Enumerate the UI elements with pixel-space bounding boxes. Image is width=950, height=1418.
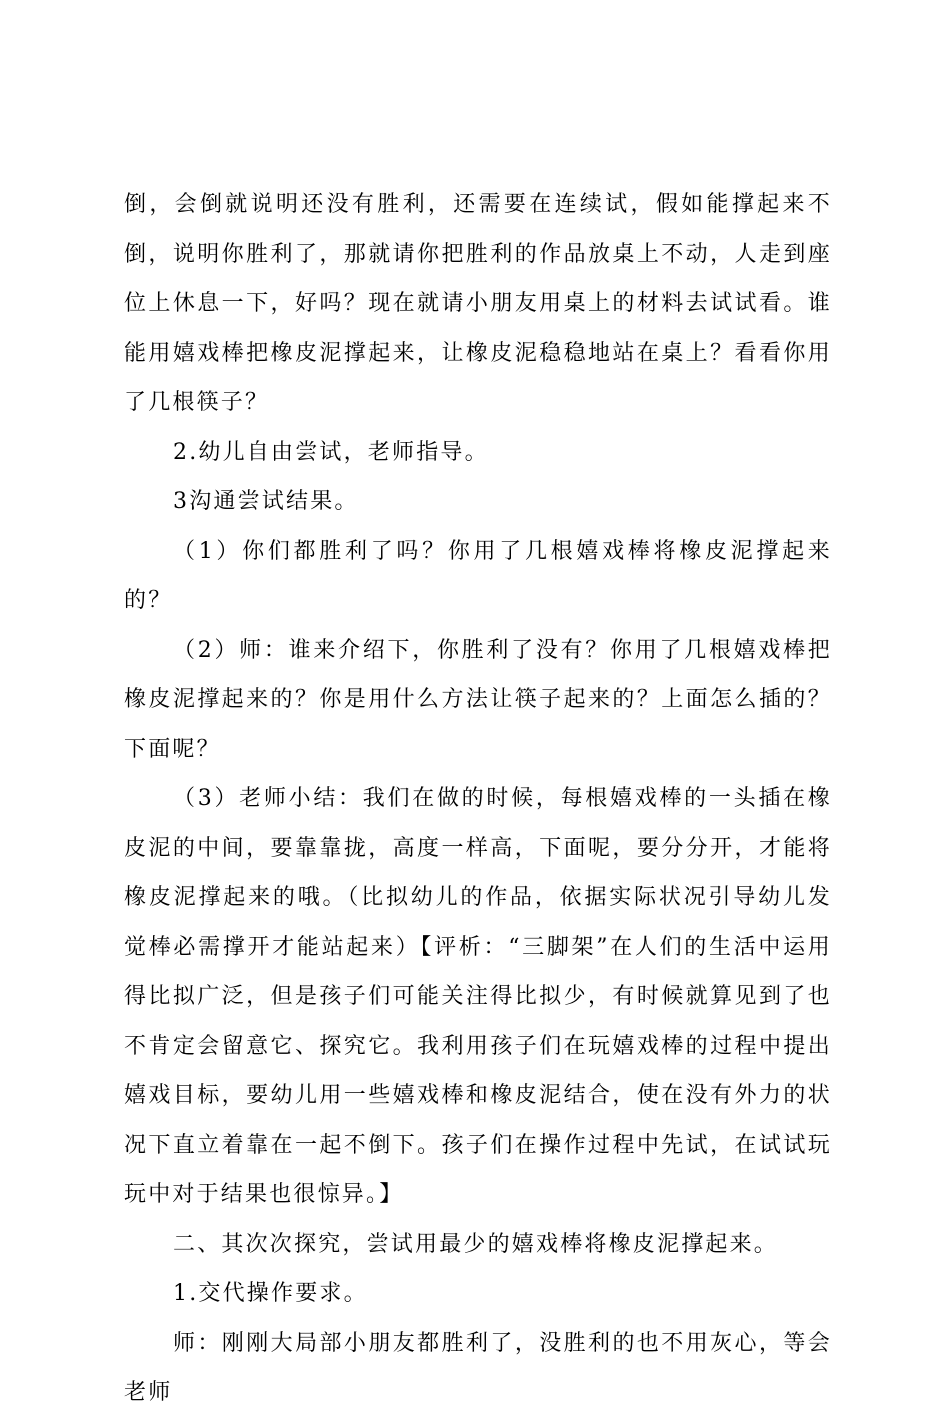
- document-body: [124, 180, 832, 1418]
- paragraph-question-1: （1）你们都胜利了吗？你用了几根嬉戏棒将橡皮泥撑起来的？: [124, 538, 832, 613]
- paragraph-question-2: （2）师：谁来介绍下，你胜利了没有？你用了几根嬉戏棒把橡皮泥撑起来的？你是用什么方法让筷子起来的？上面怎么插的？下面呢？: [124, 637, 832, 762]
- paragraph-step-1: 1.交代操作要求。: [173, 1281, 368, 1306]
- paragraph-continuation: 倒，会倒就说明还没有胜利，还需要在连续试，假如能撑起来不倒，说明你胜利了，那就请你把胜利的作品放桌上不动，人走到座位上休息一下，好吗？现在就请小朋友用桌上的材料去试试看。谁能用嬉戏棒把橡皮泥撑起来，让橡皮泥稳稳地站在桌上？看看你用了几根筷子？: [124, 192, 832, 415]
- paragraph-teacher-line: 师：刚刚大局部小朋友都胜利了，没胜利的也不用灰心，等会老师: [124, 1330, 832, 1405]
- paragraph-section-2-heading: 二、其次次探究，尝试用最少的嬉戏棒将橡皮泥撑起来。: [173, 1231, 779, 1257]
- paragraph-step-3: 3沟通尝试结果。: [173, 489, 359, 514]
- paragraph-step-2: 2.幼儿自由尝试，老师指导。: [173, 439, 489, 465]
- paragraph-summary: （3）老师小结：我们在做的时候，每根嬉戏棒的一头插在橡皮泥的中间，要靠靠拢，高度一样高，下面呢，要分分开，才能将橡皮泥撑起来的哦。（比拟幼儿的作品，依据实际状况引导幼儿发觉棒必需撑开才能站起来）【评析：“三脚架”在人们的生活中运用得比拟广泛，但是孩子们可能关注得比拟少，有时候就算见到了也不肯定会留意它、探究它。我利用孩子们在玩嬉戏棒的过程中提出嬉戏目标，要幼儿用一些嬉戏棒和橡皮泥结合，使在没有外力的状况下直立着靠在一起不倒下。孩子们在操作过程中先试，在试试玩玩中对于结果也很惊异。】: [124, 786, 832, 1207]
